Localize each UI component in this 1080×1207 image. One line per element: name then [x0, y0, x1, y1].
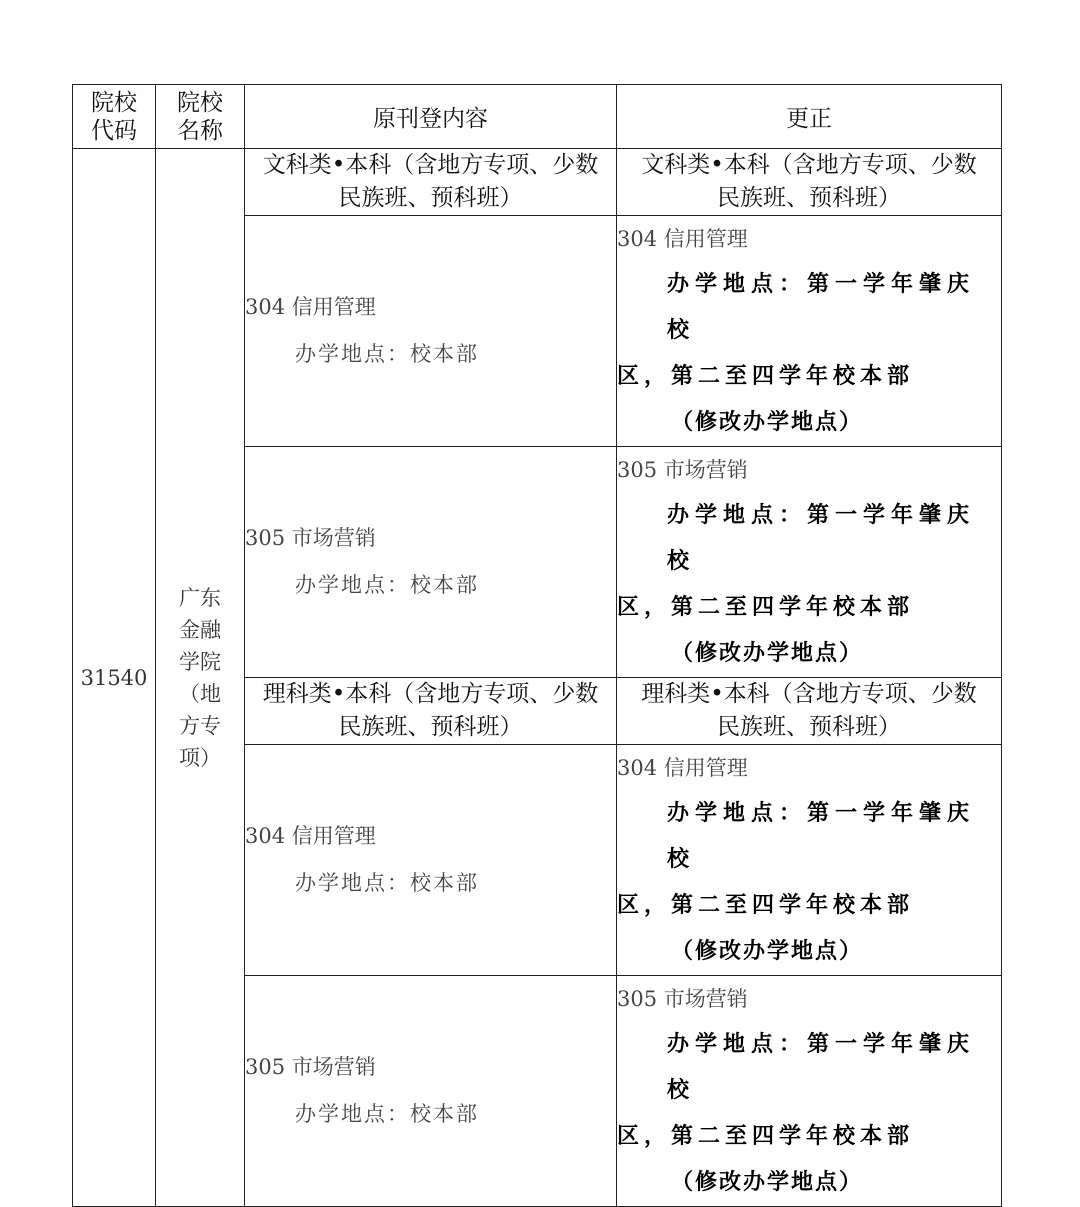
major-label: 304 信用管理: [245, 295, 376, 319]
location-line: 办学地点：第一学年肇庆校: [667, 503, 976, 574]
header-row: [73, 85, 1002, 149]
location-line: 区，第二至四学年校本部: [617, 595, 915, 620]
header-correction: 更正: [617, 85, 1002, 149]
major-label: 304 信用管理: [617, 756, 748, 780]
header-school-name: 院校 名称: [156, 85, 245, 149]
correction-cell: [617, 216, 1002, 447]
original-cell: [245, 976, 617, 1207]
major-label: 305 市场营销: [245, 1055, 376, 1079]
category-correction: 文科类•本科（含地方专项、少数 民族班、预科班）: [617, 149, 1002, 216]
category-original: 文科类•本科（含地方专项、少数 民族班、预科班）: [245, 149, 617, 216]
location-line: 区，第二至四学年校本部: [617, 364, 915, 389]
header-original-content: 原刊登内容: [245, 85, 617, 149]
location-label: 办学地点：校本部: [295, 1102, 479, 1126]
location-label: 办学地点：校本部: [295, 342, 479, 366]
school-code: 31540: [73, 149, 156, 1207]
category-correction: 理科类•本科（含地方专项、少数 民族班、预科班）: [617, 678, 1002, 745]
location-line: 办学地点：第一学年肇庆校: [667, 272, 976, 343]
location-line: 办学地点：第一学年肇庆校: [667, 801, 976, 872]
header-school-code: 院校 代码: [73, 85, 156, 149]
correction-cell: [617, 745, 1002, 976]
modification-note: （修改办学地点）: [671, 1170, 864, 1195]
original-cell: [245, 447, 617, 678]
modification-note: （修改办学地点）: [671, 641, 864, 666]
major-label: 305 市场营销: [245, 526, 376, 550]
modification-note: （修改办学地点）: [671, 939, 864, 964]
location-line: 区，第二至四学年校本部: [617, 1124, 915, 1149]
major-label: 305 市场营销: [617, 987, 748, 1011]
correction-cell: [617, 976, 1002, 1207]
modification-note: （修改办学地点）: [671, 410, 864, 435]
category-row: [73, 149, 1002, 216]
correction-cell: [617, 447, 1002, 678]
location-label: 办学地点：校本部: [295, 871, 479, 895]
location-label: 办学地点：校本部: [295, 573, 479, 597]
school-name: 广东 金融 学院 （地 方专 项）: [156, 149, 245, 1207]
category-original: 理科类•本科（含地方专项、少数 民族班、预科班）: [245, 678, 617, 745]
location-line: 区，第二至四学年校本部: [617, 893, 915, 918]
major-label: 305 市场营销: [617, 458, 748, 482]
original-cell: [245, 745, 617, 976]
original-cell: [245, 216, 617, 447]
major-label: 304 信用管理: [617, 227, 748, 251]
location-line: 办学地点：第一学年肇庆校: [667, 1032, 976, 1103]
correction-table: [72, 84, 1002, 1207]
major-label: 304 信用管理: [245, 824, 376, 848]
